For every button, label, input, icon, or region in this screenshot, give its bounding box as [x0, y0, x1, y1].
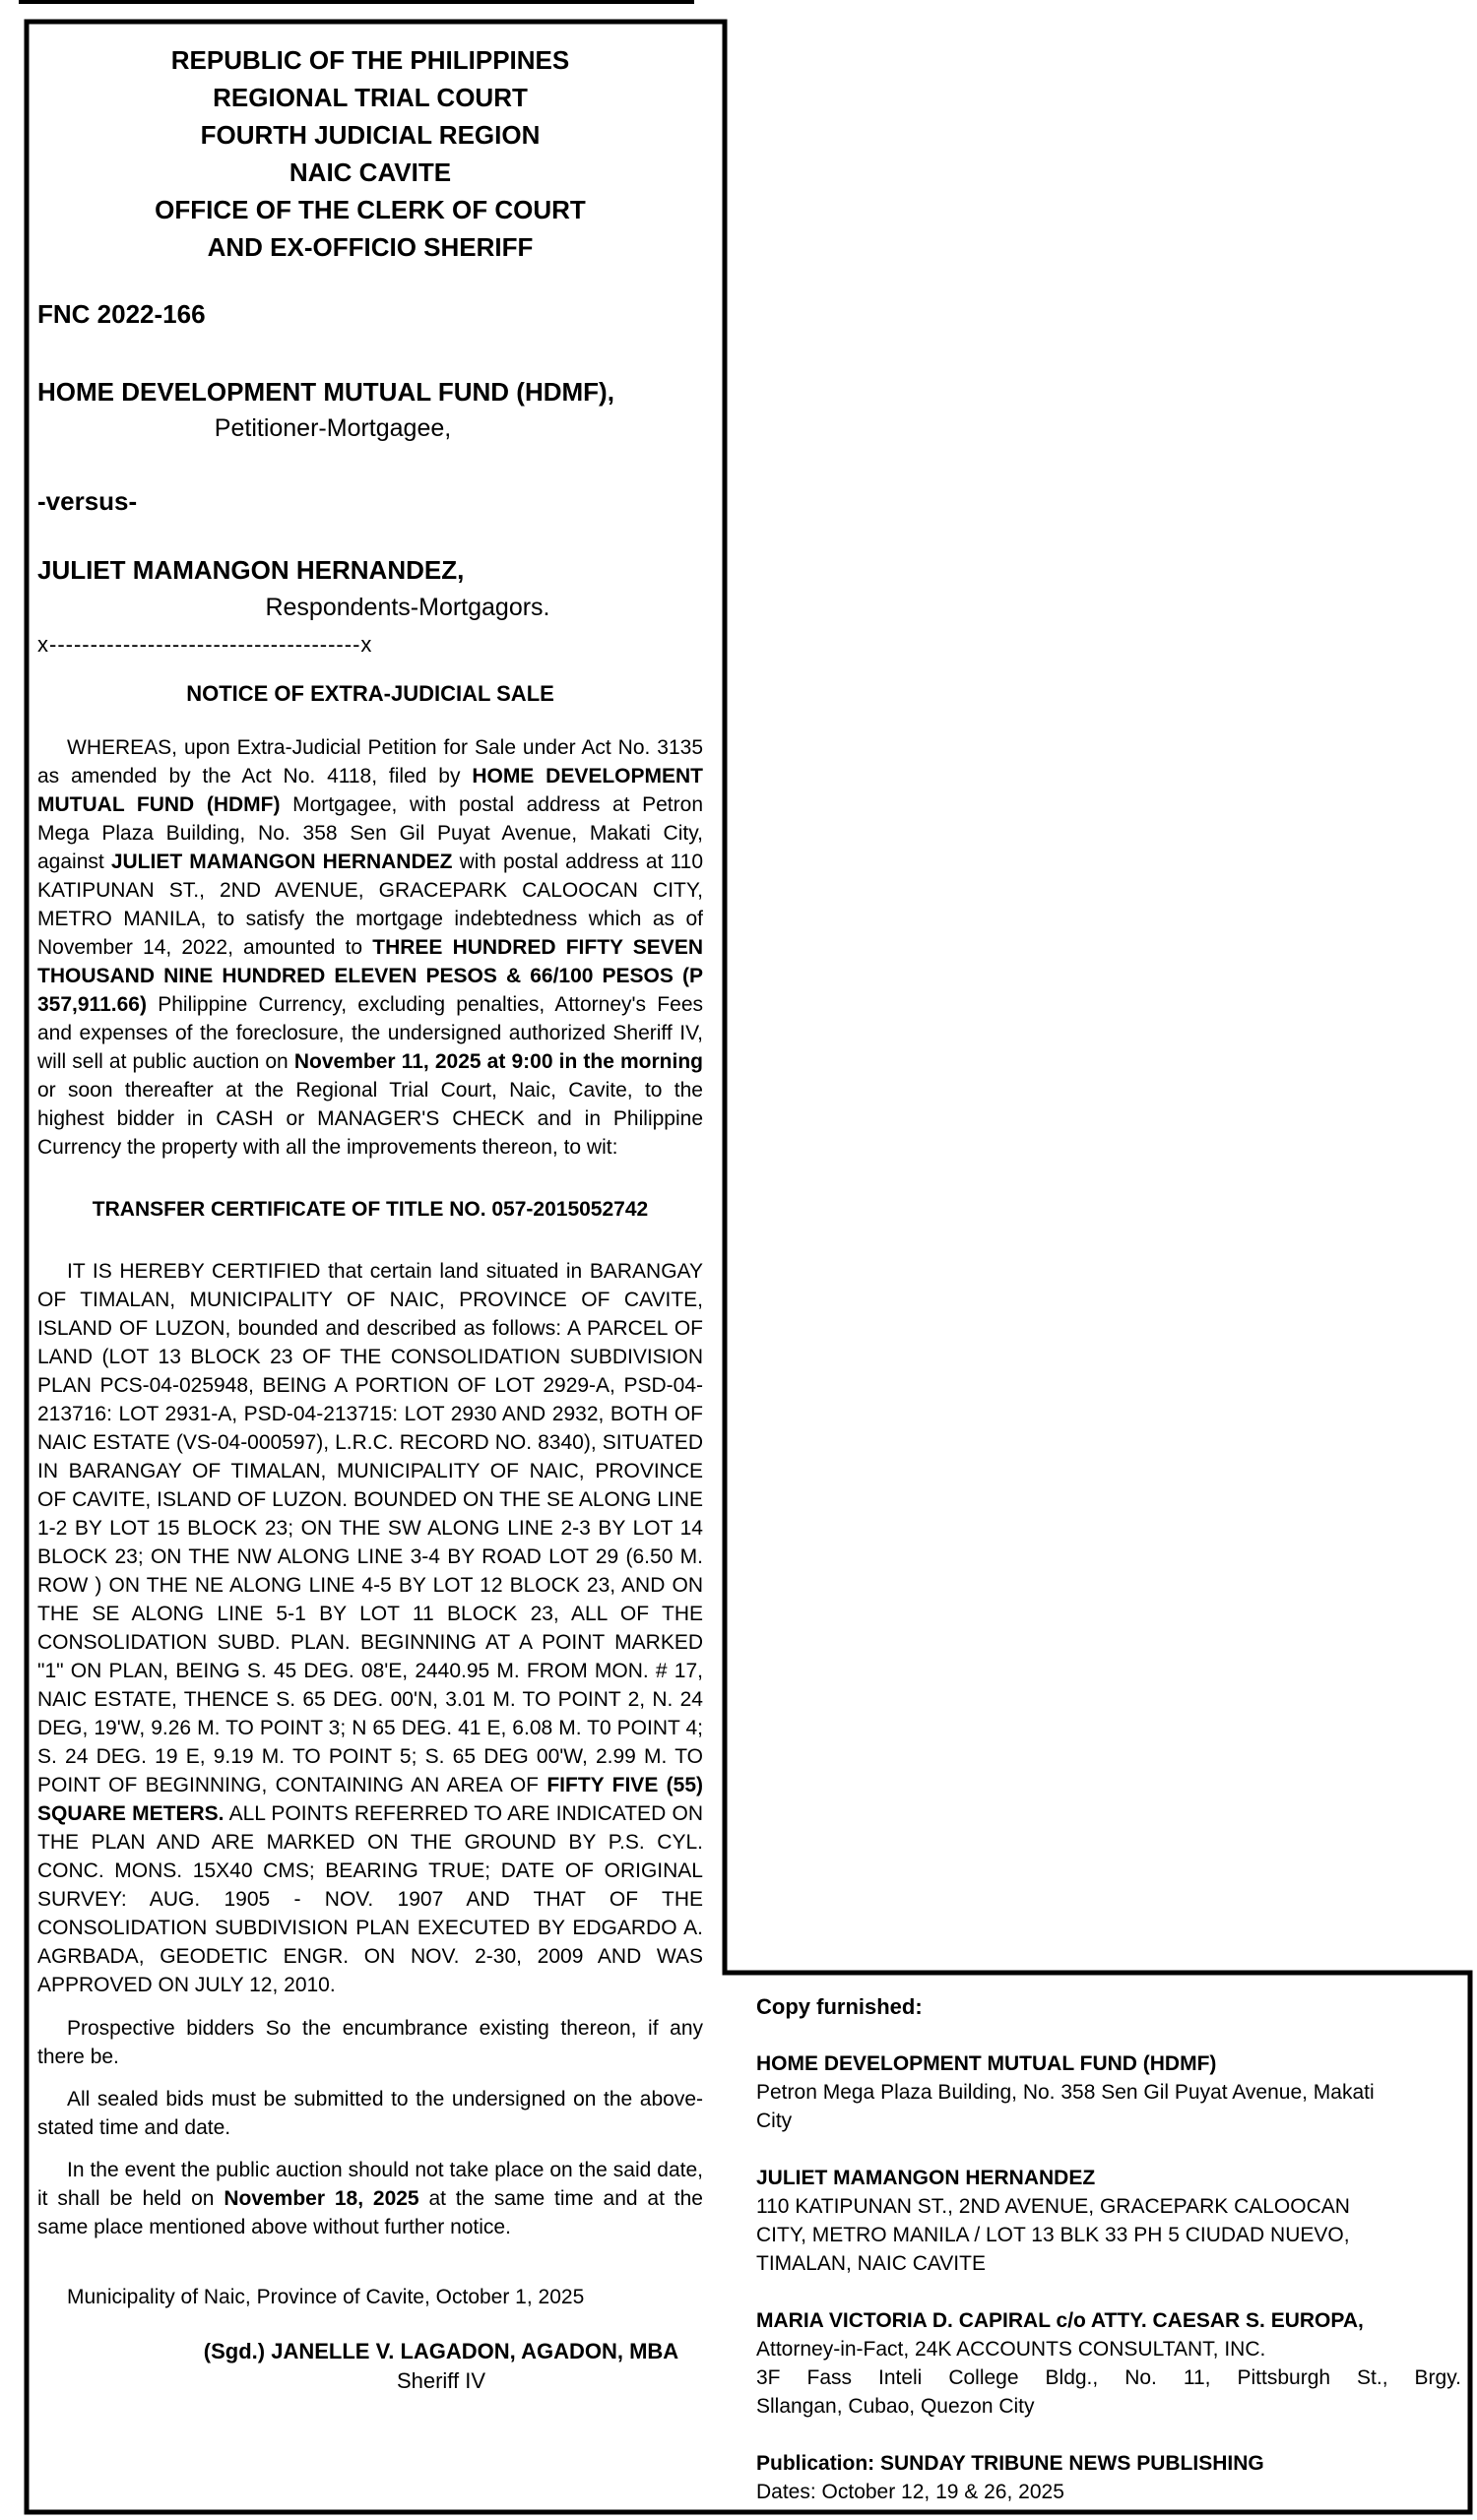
recipient-name: HOME DEVELOPMENT MUTUAL FUND (HDMF) [756, 2052, 1217, 2075]
notice-paragraph: Municipality of Naic, Province of Cavite, October 1, 2025 [67, 2286, 585, 2308]
recipient-address-line: City [756, 2110, 793, 2132]
recipient-address-line: 3F Fass Inteli College Bldg., No. 11, Pittsburgh St., Brgy. [756, 2366, 1461, 2389]
publication-block [756, 2449, 1461, 2506]
recipient-address-line: Attorney-in-Fact, 24K ACCOUNTS CONSULTANT, INC. [756, 2338, 1266, 2361]
recipient-name: MARIA VICTORIA D. CAPIRAL c/o ATTY. CAESAR S. EUROPA, [756, 2309, 1364, 2332]
copy-furnished-recipients [756, 2049, 1461, 2421]
scan-artifact-line [19, 0, 694, 4]
petitioner-name: HOME DEVELOPMENT MUTUAL FUND (HDMF), [37, 377, 614, 407]
recipient-address-line: 110 KATIPUNAN ST., 2ND AVENUE, GRACEPARK CALOOCAN [756, 2195, 1350, 2218]
recipient-entry [756, 2306, 1461, 2421]
tct-heading: TRANSFER CERTIFICATE OF TITLE NO. 057-2015052742 [92, 1198, 649, 1221]
respondent-role: Respondents-Mortgagors. [265, 594, 550, 621]
publication-name: Publication: SUNDAY TRIBUNE NEWS PUBLISHING [756, 2452, 1264, 2475]
court-header-line: REGIONAL TRIAL COURT [213, 83, 528, 112]
court-header-line: OFFICE OF THE CLERK OF COURT [155, 195, 586, 224]
notice-paragraph: Prospective bidders So the encumbrance existing thereon, if any there be. [37, 2017, 703, 2068]
recipient-entry [756, 2164, 1461, 2278]
respondent-name: JULIET MAMANGON HERNANDEZ, [37, 555, 465, 585]
court-header-line: NAIC CAVITE [289, 158, 452, 187]
notice-title: NOTICE OF EXTRA-JUDICIAL SALE [186, 681, 554, 706]
case-separator: x--------------------------------------x [37, 632, 373, 657]
notice-paragraph: In the event the public auction should not take place on the said date, it shall be held on November 18, 2025 at the same time and at the same place mentioned above without further notice. [37, 2159, 703, 2238]
court-header-line: REPUBLIC OF THE PHILIPPINES [170, 45, 570, 75]
recipient-address-line: CITY, METRO MANILA / LOT 13 BLK 33 PH 5 CIUDAD NUEVO, [756, 2224, 1350, 2246]
sheriff-signature-name: (Sgd.) JANELLE V. LAGADON, AGADON, MBA [203, 2339, 679, 2363]
main-notice-column [37, 22, 703, 2510]
court-header-line: FOURTH JUDICIAL REGION [200, 120, 541, 150]
recipient-address-line: TIMALAN, NAIC CAVITE [756, 2252, 986, 2275]
sheriff-title: Sheriff IV [396, 2368, 486, 2393]
recipient-address-line: Petron Mega Plaza Building, No. 358 Sen Gil Puyat Avenue, Makati [756, 2081, 1375, 2104]
petitioner-role: Petitioner-Mortgagee, [214, 414, 452, 442]
court-header-line: AND EX-OFFICIO SHERIFF [207, 232, 534, 262]
court-header [37, 41, 703, 266]
notice-paragraph: All sealed bids must be submitted to the undersigned on the above-stated time and date. [37, 2088, 703, 2139]
recipient-name: JULIET MAMANGON HERNANDEZ [756, 2167, 1096, 2189]
recipient-address-line: Sllangan, Cubao, Quezon City [756, 2395, 1035, 2418]
notice-paragraph: IT IS HEREBY CERTIFIED that certain land situated in BARANGAY OF TIMALAN, MUNICIPALITY OF NAIC, PROVINCE OF CAVITE, ISLAND OF LUZON, bounded and described as follows: A PARCEL OF LAND (LOT 13 BLOCK 23 OF THE CONSOLIDATION SUBDIVISION PLAN PCS-04-025948, BEING A PORTION OF LOT 2929-A, PSD-04-213716: LOT 2931-A, PSD-04-213715: LOT 2930 AND 2932, BOTH OF NAIC ESTATE (VS-04-000597), L.R.C. RECORD NO. 8340), SITUATED IN BARANGAY OF TIMALAN, MUNICIPALITY OF NAIC, PROVINCE OF CAVITE, ISLAND OF LUZON. BOUNDED ON THE SE ALONG LINE 1-2 BY LOT 15 BLOCK 23; ON THE SW ALONG LINE 2-3 BY LOT 14 BLOCK 23; ON THE NW ALONG LINE 3-4 BY ROAD LOT 29 (6.50 M. ROW ) ON THE NE ALONG LINE 4-5 BY LOT 12 BLOCK 23, AND ON THE SE ALONG LINE 5-1 BY LOT 11 BLOCK 23, ALL OF THE CONSOLIDATION SUBD. PLAN. BEGINNING AT A POINT MARKED "1" ON PLAN, BEING S. 45 DEG. 08'E, 2440.95 M. FROM MON. # 17, NAIC ESTATE, THENCE S. 65 DEG. 00'N, 3.01 M. TO POINT 2, N. 24 DEG, 19'W, 9.26 M. TO POINT 3; N 65 DEG. 41 E, 6.08 M. T0 POINT 4; S. 24 DEG. 19 E, 9.19 M. TO POINT 5; S. 65 DEG 00'W, 2.99 M. TO POINT OF BEGINNING, CONTAINING AN AREA OF FIFTY FIVE (55) SQUARE METERS. ALL POINTS REFERRED TO ARE INDICATED ON THE PLAN AND ARE MARKED ON THE GROUND BY P.S. CYL. CONC. MONS. 15X40 CMS; BEARING TRUE; DATE OF ORIGINAL SURVEY: AUG. 1905 - NOV. 1907 AND THAT OF THE CONSOLIDATION SUBDIVISION PLAN EXECUTED BY EDGARDO A. AGRBADA, GEODETIC ENGR. ON NOV. 2-30, 2009 AND WAS APPROVED ON JULY 12, 2010. [37, 1260, 703, 1996]
notice-body [37, 733, 703, 2311]
publication-dates: Dates: October 12, 19 & 26, 2025 [756, 2481, 1064, 2503]
copy-furnished-box [730, 1977, 1467, 2512]
copy-furnished-heading: Copy furnished: [756, 1994, 923, 2019]
case-number: FNC 2022-166 [37, 299, 206, 329]
versus-label: -versus- [37, 486, 138, 516]
recipient-entry [756, 2049, 1461, 2135]
signature-block [175, 2337, 703, 2395]
notice-paragraph: WHEREAS, upon Extra-Judicial Petition for Sale under Act No. 3135 as amended by the Act No. 4118, filed by HOME DEVELOPMENT MUTUAL FUND (HDMF) Mortgagee, with postal address at Petron Mega Plaza Building, No. 358 Sen Gil Puyat Avenue, Makati City, against JULIET MAMANGON HERNANDEZ with postal address at 110 KATIPUNAN ST., 2ND AVENUE, GRACEPARK CALOOCAN CITY, METRO MANILA, to satisfy the mortgage indebtedness which as of November 14, 2022, amounted to THREE HUNDRED FIFTY SEVEN THOUSAND NINE HUNDRED ELEVEN PESOS & 66/100 PESOS (P 357,911.66) Philippine Currency, excluding penalties, Attorney's Fees and expenses of the foreclosure, the undersigned authorized Sheriff IV, will sell at public auction on November 11, 2025 at 9:00 in the morning or soon thereafter at the Regional Trial Court, Naic, Cavite, to the highest bidder in CASH or MANAGER'S CHECK and in Philippine Currency the property with all the improvements thereon, to wit: [37, 736, 703, 1159]
